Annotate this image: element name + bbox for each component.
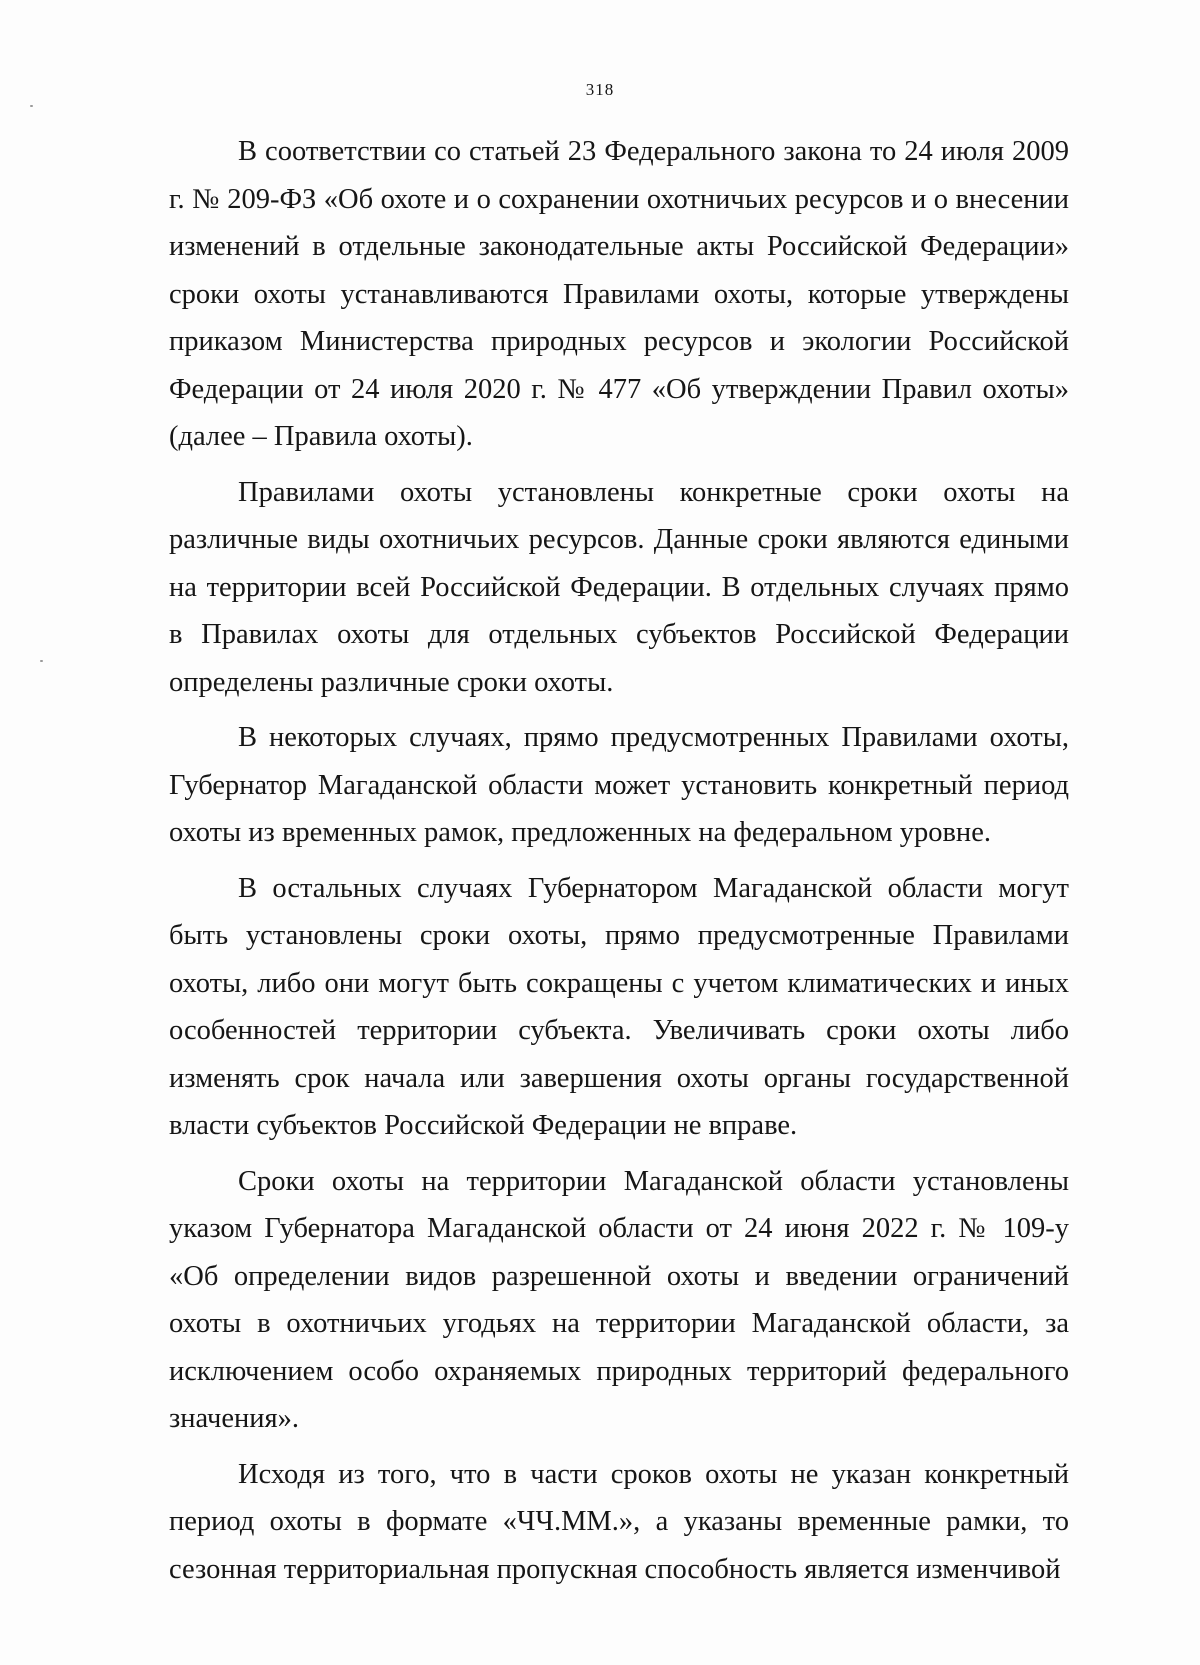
paragraph-1: В соответствии со статьей 23 Федерального закона то 24 июля 2009 г. № 209-ФЗ «Об охоте и о сохранении охотничьих ресурсов и о внесении изменений в отдельные законодательные акты Российской Федерации» сроки охоты устанавливаются Правилами охоты, которые утверждены приказом Министерства природных ресурсов и экологии Российской Федерации от 24 июля 2020 г. № 477 «Об утверждении Правил охоты» (далее – Правила охоты).: [169, 136, 1069, 452]
paragraph-3: В некоторых случаях, прямо предусмотренных Правилами охоты, Губернатор Магаданской области может установить конкретный период охоты из временных рамок, предложенных на федеральном уровне.: [169, 722, 1069, 848]
paragraph-2: Правилами охоты установлены конкретные сроки охоты на различные виды охотничьих ресурсов. Данные сроки являются едиными на территории всей Российской Федерации. В отдельных случаях прямо в Правилах охоты для отдельных субъектов Российской Федерации определены различные сроки охоты.: [169, 476, 1069, 698]
paragraph-5: Сроки охоты на территории Магаданской области установлены указом Губернатора Магаданской области от 24 июня 2022 г. № 109-у «Об определении видов разрешенной охоты и введении ограничений охоты в охотничьих угодьях на территории Магаданской области, за исключением особо охраняемых природных территорий федерального значения».: [169, 1165, 1069, 1434]
page-number: 318: [585, 80, 615, 99]
document-body: [169, 128, 1069, 1593]
scan-speck: [40, 660, 43, 662]
paragraph-4: В остальных случаях Губернатором Магаданской области могут быть установлены сроки охоты, прямо предусмотренные Правилами охоты, либо они могут быть сокращены с учетом климатических и иных особенностей территории субъекта. Увеличивать сроки охоты либо изменять срок начала или завершения охоты органы государственной власти субъектов Российской Федерации не вправе.: [169, 872, 1069, 1141]
paragraph-6: Исходя из того, что в части сроков охоты не указан конкретный период охоты в формате «ЧЧ.ММ.», а указаны временные рамки, то сезонная территориальная пропускная способность является изменчивой: [169, 1458, 1069, 1585]
scan-speck: [30, 105, 33, 107]
